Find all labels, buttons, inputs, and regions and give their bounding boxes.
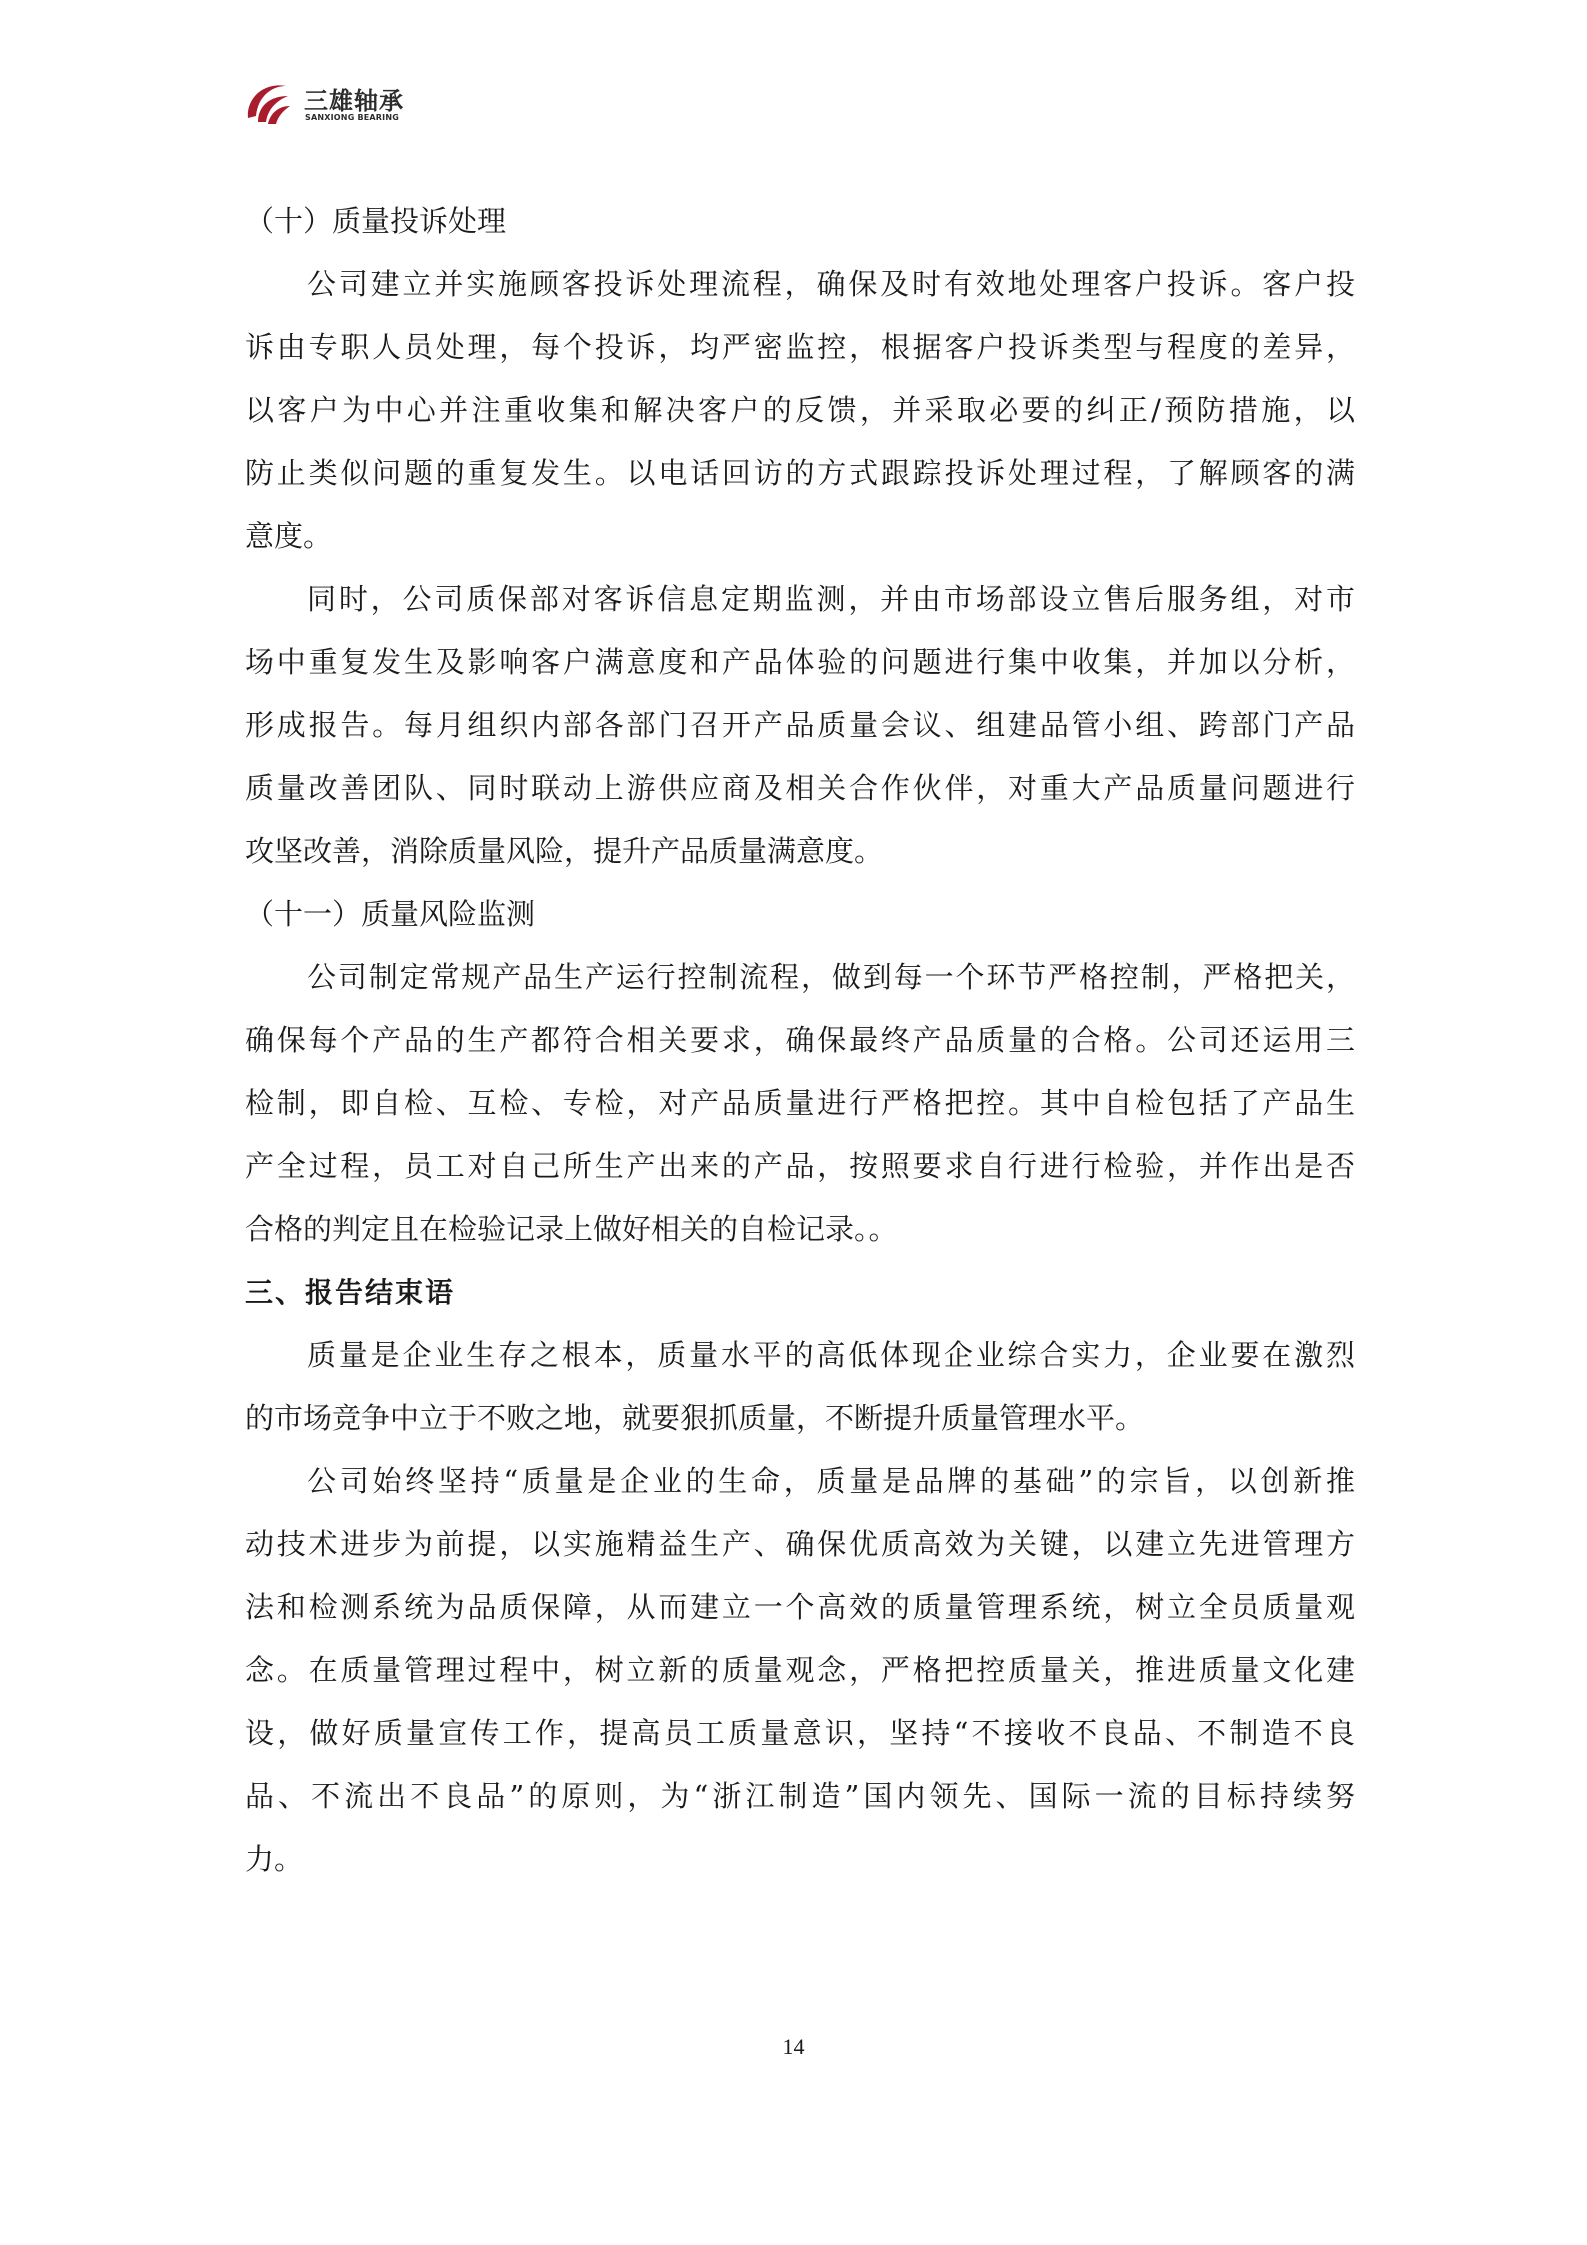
text-line: 的市场竞争中立于不败之地，就要狠抓质量，不断提升质量管理水平。 [245,1401,1145,1435]
text-line: 质量改善团队、同时联动上游供应商及相关合作伙伴，对重大产品质量问题进行 [245,771,1355,805]
text-line: 检制，即自检、互检、专检，对产品质量进行严格把控。其中自检包括了产品生 [245,1086,1355,1120]
page-number: 14 [782,2034,805,2059]
section-heading [245,883,1355,946]
text-line: 诉由专职人员处理，每个投诉，均严密监控，根据客户投诉类型与程度的差异， [245,330,1355,364]
paragraph [245,1324,1355,1450]
text-line: 质量是企业生存之根本，质量水平的高低体现企业综合实力，企业要在激烈 [307,1338,1355,1372]
paragraph [245,253,1355,568]
text-line: 法和检测系统为品质保障，从而建立一个高效的质量管理系统，树立全员质量观 [245,1590,1355,1624]
text-line: 力。 [245,1842,304,1876]
text-line: 念。在质量管理过程中，树立新的质量观念，严格把控质量关，推进质量文化建 [245,1653,1355,1687]
company-name-cn: 三雄轴承 [304,87,404,115]
text-line: 产全过程，员工对自己所生产出来的产品，按照要求自行进行检验，并作出是否 [245,1149,1355,1183]
text-line: 公司建立并实施顾客投诉处理流程，确保及时有效地处理客户投诉。客户投 [307,267,1355,301]
paragraph [245,946,1355,1261]
text-line: 确保每个产品的生产都符合相关要求，确保最终产品质量的合格。公司还运用三 [245,1023,1355,1057]
text-line: 场中重复发生及影响客户满意度和产品体验的问题进行集中收集，并加以分析， [245,645,1355,679]
paragraph [245,1450,1355,1891]
text-line: 公司制定常规产品生产运行控制流程，做到每一个环节严格控制，严格把关， [307,960,1355,994]
text-line: 设，做好质量宣传工作，提高员工质量意识，坚持“不接收不良品、不制造不良 [245,1716,1355,1750]
text-line: 同时，公司质保部对客诉信息定期监测，并由市场部设立售后服务组，对市 [307,582,1355,616]
text-line: 防止类似问题的重复发生。以电话回访的方式跟踪投诉处理过程，了解顾客的满 [245,456,1355,490]
company-name-en: SANXIONG BEARING [305,113,399,122]
swirl-logo-icon [238,72,302,136]
text-line: 意度。 [245,519,333,553]
text-line: 攻坚改善，消除质量风险，提升产品质量满意度。 [245,834,884,868]
text-line: （十一）质量风险监测 [245,897,536,931]
text-line: 以客户为中心并注重收集和解决客户的反馈，并采取必要的纠正/预防措施，以 [245,393,1355,427]
text-line: （十）质量投诉处理 [245,204,507,238]
text-line: 形成报告。每月组织内部各部门召开产品质量会议、组建品管小组、跨部门产品 [245,708,1355,742]
text-line: 公司始终坚持“质量是企业的生命，质量是品牌的基础”的宗旨，以创新推 [307,1464,1355,1498]
chapter-heading [245,1261,1355,1324]
text-line: 合格的判定且在检验记录上做好相关的自检记录。。 [245,1212,898,1246]
paragraph [245,568,1355,883]
text-line: 三、报告结束语 [245,1276,456,1309]
company-logo-text [304,79,434,129]
document-body [245,190,1355,1891]
text-line: 动技术进步为前提，以实施精益生产、确保优质高效为关键，以建立先进管理方 [245,1527,1355,1561]
text-line: 品、不流出不良品”的原则，为“浙江制造”国内领先、国际一流的目标持续努 [245,1779,1355,1813]
document-header [238,72,434,136]
section-heading [245,190,1355,253]
